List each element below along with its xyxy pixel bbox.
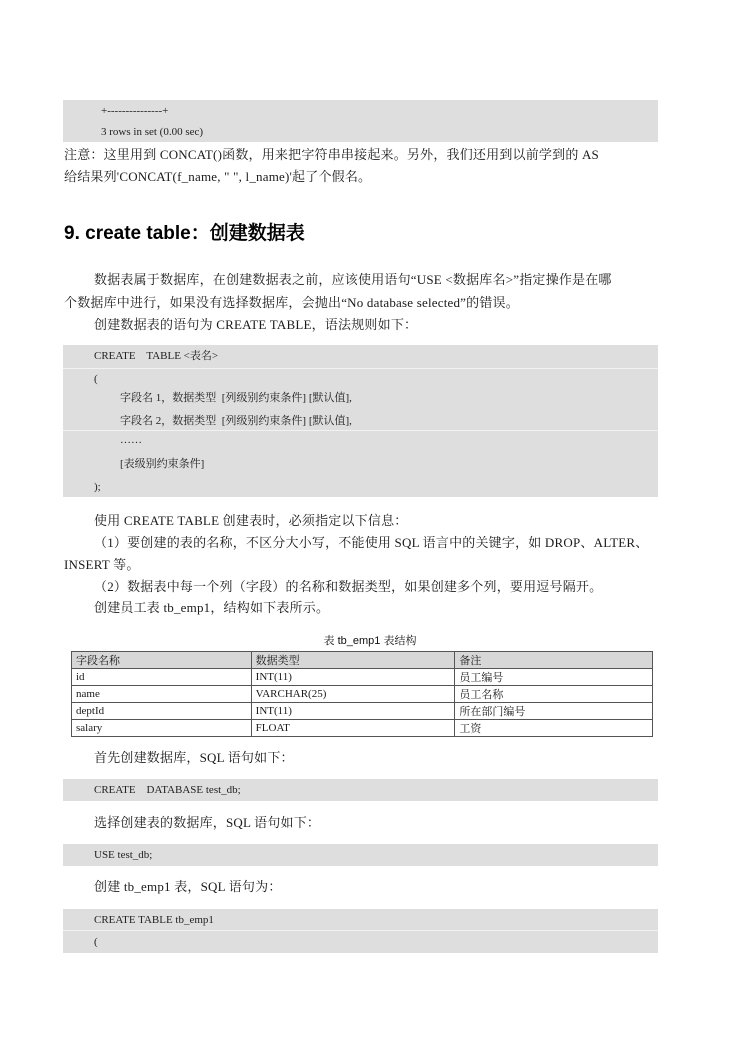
table-cell: id <box>72 669 252 686</box>
create-table-code-line-2: ( <box>94 936 98 948</box>
section-title: 9. create table：创建数据表 <box>64 223 305 244</box>
syntax-line-1: CREATE TABLE <表名> <box>94 350 219 362</box>
column-header: 备注 <box>455 652 653 669</box>
table-cell: INT(11) <box>251 703 455 720</box>
table-caption: 表 tb_emp1 表结构 <box>323 635 417 647</box>
requirement-1-line-1: （1）要创建的表的名称，不区分大小写，不能使用 SQL 语言中的关键字，如 DROP、ALTER、 <box>94 535 649 550</box>
note-line-2: 给结果列'CONCAT(f_name, " ", l_name)'起了个假名。 <box>64 169 372 184</box>
table-cell: salary <box>72 720 252 737</box>
column-header: 字段名称 <box>72 652 252 669</box>
step-use-db-text: 选择创建表的数据库，SQL 语句如下： <box>94 815 321 830</box>
code-divider <box>63 930 658 931</box>
syntax-line-7: ); <box>94 481 101 493</box>
table-row <box>72 720 653 737</box>
table-row <box>72 686 653 703</box>
intro-line-2: 个数据库中进行，如果没有选择数据库，会抛出“No database selected”的错误。 <box>64 295 519 310</box>
syntax-line-4: 字段名 2，数据类型 [列级别约束条件] [默认值], <box>120 415 352 427</box>
code-divider <box>63 368 658 369</box>
result-border-line: +---------------+ <box>101 105 169 117</box>
structure-table <box>71 651 653 737</box>
rows-in-set-text: 3 rows in set (0.00 sec) <box>101 126 204 138</box>
step-create-table-text: 创建 tb_emp1 表，SQL 语句为： <box>94 879 282 894</box>
table-row <box>72 703 653 720</box>
step-create-db-text: 首先创建数据库，SQL 语句如下： <box>94 750 294 765</box>
requirement-1-line-2: INSERT 等。 <box>64 557 140 572</box>
syntax-line-3: 字段名 1，数据类型 [列级别约束条件] [默认值], <box>120 392 352 404</box>
table-cell: 员工名称 <box>455 686 653 703</box>
intro-line-1: 数据表属于数据库，在创建数据表之前，应该使用语句“USE <数据库名>”指定操作是在哪 <box>94 272 612 287</box>
syntax-line-2: ( <box>94 373 98 385</box>
table-cell: 所在部门编号 <box>455 703 653 720</box>
code-divider <box>63 430 658 431</box>
table-cell: 工资 <box>455 720 653 737</box>
table-cell: INT(11) <box>251 669 455 686</box>
table-cell: VARCHAR(25) <box>251 686 455 703</box>
use-db-code: USE test_db; <box>94 849 153 861</box>
table-row <box>72 669 653 686</box>
requirements-intro: 使用 CREATE TABLE 创建表时，必须指定以下信息： <box>94 513 408 528</box>
table-header-row <box>72 652 653 669</box>
table-cell: 员工编号 <box>455 669 653 686</box>
note-line-1: 注意：这里用到 CONCAT()函数，用来把字符串串接起来。另外，我们还用到以前学到的 AS <box>64 147 599 162</box>
syntax-line-5: …… <box>120 434 142 446</box>
table-cell: deptId <box>72 703 252 720</box>
syntax-line-6: [表级别约束条件] <box>120 458 205 470</box>
column-header: 数据类型 <box>251 652 455 669</box>
table-intro: 创建员工表 tb_emp1，结构如下表所示。 <box>94 600 330 615</box>
create-db-code: CREATE DATABASE test_db; <box>94 784 241 796</box>
create-table-code-line-1: CREATE TABLE tb_emp1 <box>94 914 214 926</box>
requirement-2: （2）数据表中每一个列（字段）的名称和数据类型，如果创建多个列，要用逗号隔开。 <box>94 579 603 594</box>
intro-syntax-text: 创建数据表的语句为 CREATE TABLE，语法规则如下： <box>94 317 418 332</box>
table-cell: name <box>72 686 252 703</box>
table-cell: FLOAT <box>251 720 455 737</box>
